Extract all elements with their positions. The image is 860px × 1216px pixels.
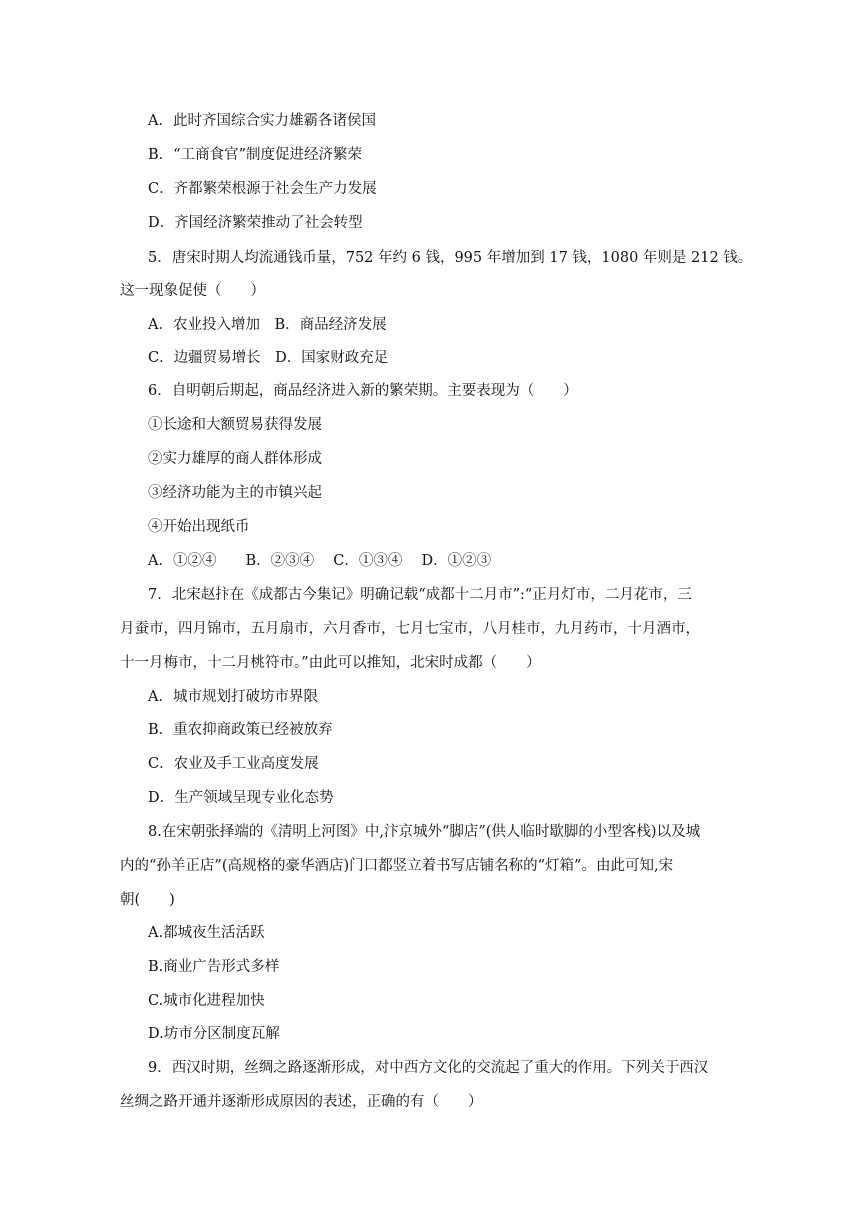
question-8-option-d: D.坊市分区制度瓦解: [148, 1026, 280, 1042]
question-8-option-c: C.城市化进程加快: [148, 993, 265, 1009]
question-8-stem: 8.在宋朝张择端的《清明上河图》中,汴京城外“脚店”(供人临时歇脚的小型客栈)以及城: [148, 824, 701, 840]
question-8-stem-cont-2: 朝( ): [120, 892, 175, 908]
question-5-stem: 5．唐宋时期人均流通钱币量，752 年约 6 钱，995 年增加到 17 钱，1080 年则是 212 钱。: [148, 250, 753, 266]
question-9-stem-cont: 丝绸之路开通并逐渐形成原因的表述，正确的有（ ）: [120, 1094, 483, 1110]
question-7-stem-cont-1: 月蚕市，四月锦市，五月扇市，六月香市，七月七宝市，八月桂市，九月药市，十月酒市，: [120, 621, 700, 637]
question-5-options-ab: A．农业投入增加 B．商品经济发展: [148, 317, 387, 333]
question-8-option-b: B.商业广告形式多样: [148, 959, 280, 975]
question-7-stem-cont-2: 十一月梅市，十二月桃符市。”由此可以推知，北宋时成都（ ）: [120, 655, 541, 671]
question-6-item-2: ②实力雄厚的商人群体形成: [148, 451, 322, 467]
question-5-stem-cont: 这一现象促使（ ）: [120, 283, 265, 299]
question-7-option-a: A．城市规划打破坊市界限: [148, 689, 318, 705]
question-8-option-a: A.都城夜生活活跃: [148, 925, 265, 941]
question-9-stem: 9．西汉时期，丝绸之路逐渐形成，对中西方文化的交流起了重大的作用。下列关于西汉: [148, 1060, 709, 1076]
question-8-stem-cont-1: 内的“孙羊正店”(高规格的豪华酒店)门口都竖立着书写店铺名称的“灯箱”。由此可知,宋: [120, 858, 674, 874]
question-7-stem: 7．北宋赵抃在《成都古今集记》明确记载“成都十二月市”:“正月灯市，二月花市，三: [148, 587, 692, 603]
question-7-option-b: B．重农抑商政策已经被放弃: [148, 722, 333, 738]
question-6-item-3: ③经济功能为主的市镇兴起: [148, 485, 322, 501]
option-b: B．“工商食官”制度促进经济繁荣: [148, 147, 362, 163]
question-6-stem: 6．自明朝后期起，商品经济进入新的繁荣期。主要表现为（ ）: [148, 383, 578, 399]
question-7-option-c: C．农业及手工业高度发展: [148, 756, 319, 772]
option-a: A．此时齐国综合实力雄霸各诸侯国: [148, 113, 376, 129]
option-d: D．齐国经济繁荣推动了社会转型: [148, 215, 363, 231]
question-6-item-4: ④开始出现纸币: [148, 519, 250, 535]
question-6-item-1: ①长途和大额贸易获得发展: [148, 417, 322, 433]
option-c: C．齐都繁荣根源于社会生产力发展: [148, 181, 377, 197]
question-5-options-cd: C．边疆贸易增长 D．国家财政充足: [148, 350, 389, 366]
question-6-options: A．①②④ B．②③④ C．①③④ D．①②③: [148, 553, 492, 569]
question-7-option-d: D．生产领域呈现专业化态势: [148, 790, 334, 806]
